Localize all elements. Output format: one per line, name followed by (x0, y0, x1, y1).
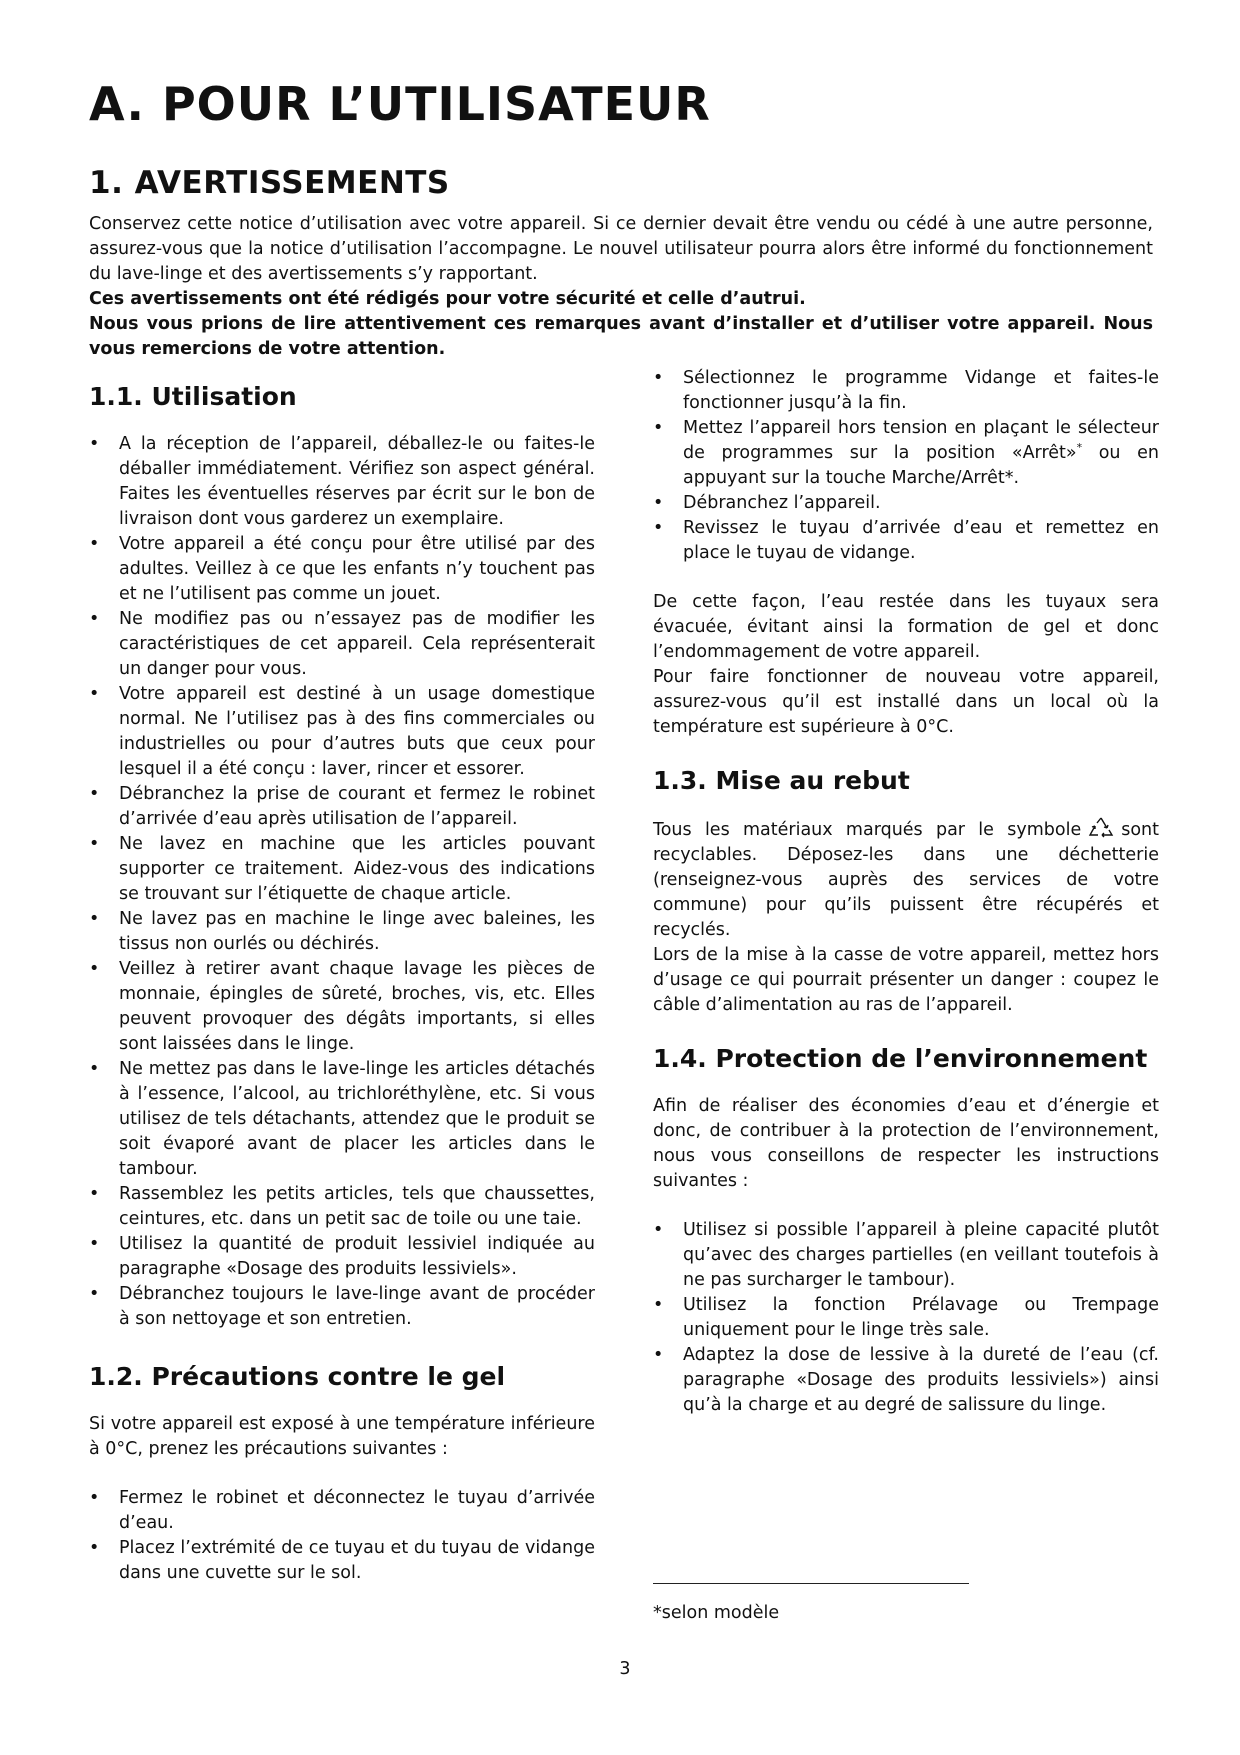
right-column (653, 366, 1159, 1418)
page-title: A. POUR L’UTILISATEUR (89, 77, 711, 131)
gel-list-right (653, 366, 1159, 566)
list-item: • Votre appareil est destiné à un usage domestique normal. Ne l’utilisez pas à des fins commerciales ou industrielles ou pour d’autres buts que ceux pour lesquel il a été conçu : laver, rincer et essorer. (89, 682, 595, 782)
footnote: *selon modèle (653, 1603, 780, 1623)
heading-rebut: 1.3. Mise au rebut (653, 766, 910, 795)
list-item: • Votre appareil a été conçu pour être utilisé par des adultes. Veillez à ce que les enfants n’y touchent pas et ne l’utilisent pas comme un jouet. (89, 532, 595, 607)
intro-text: Conservez cette notice d’utilisation avec votre appareil. Si ce dernier devait être vendu ou cédé à une autre personne, assurez-vous que la notice d’utilisation l’accompagne. Le nouvel utilisateur pourra alors être informé du fonctionnement du lave-linge et des avertissements s’y rapportant. (89, 214, 1153, 284)
list-item: • Utilisez la fonction Prélavage ou Trempage uniquement pour le linge très sale. (653, 1293, 1159, 1343)
list-item: • Veillez à retirer avant chaque lavage les pièces de monnaie, épingles de sûreté, broches, vis, etc. Elles peuvent provoquer des dégâts importants, si elles sont laissées dans le linge. (89, 957, 595, 1057)
rebut-para-2: Lors de la mise à la casse de votre appareil, mettez hors d’usage ce qui pourrait présenter un danger : coupez le câble d’alimentation au ras de l’appareil. (653, 945, 1159, 1015)
list-item: • Utilisez la quantité de produit lessiviel indiquée au paragraphe «Dosage des produits lessiviels». (89, 1232, 595, 1282)
list-item: • Ne lavez en machine que les articles pouvant supporter ce traitement. Aidez-vous des indications se trouvant sur l’étiquette de chaque article. (89, 832, 595, 907)
gel-intro: Si votre appareil est exposé à une température inférieure à 0°C, prenez les précautions suivantes : (89, 1414, 595, 1459)
environnement-list (653, 1218, 1159, 1418)
list-item-text: Mettez l’appareil hors tension en plaçant le sélecteur de programmes sur la position «Arrêt» (683, 418, 1159, 463)
environnement-intro: Afin de réaliser des économies d’eau et d’énergie et donc, de contribuer à la protection de l’environnement, nous vous conseillons de respecter les instructions suivantes : (653, 1096, 1159, 1191)
list-item-text: ou en appuyant sur la touche Marche/Arrêt*. (683, 443, 1159, 488)
list-item: • Sélectionnez le programme Vidange et faites-le fonctionner jusqu’à la fin. (653, 366, 1159, 416)
list-item: • Revissez le tuyau d’arrivée d’eau et remettez en place le tuyau de vidange. (653, 516, 1159, 566)
list-item: • Rassemblez les petits articles, tels que chaussettes, ceintures, etc. dans un petit sac de toile ou une taie. (89, 1182, 595, 1232)
list-item: • Débranchez la prise de courant et fermez le robinet d’arrivée d’eau après utilisation de l’appareil. (89, 782, 595, 832)
footnote-mark: * (1076, 441, 1083, 455)
list-item: • Débranchez toujours le lave-linge avant de procéder à son nettoyage et son entretien. (89, 1282, 595, 1332)
rebut-para-1 (653, 816, 1159, 943)
intro-bold-2: Nous vous prions de lire attentivement ces remarques avant d’installer et d’utiliser votre appareil. Nous vous remercions de votre attention. (89, 314, 1153, 359)
list-item: • Placez l’extrémité de ce tuyau et du tuyau de vidange dans une cuvette sur le sol. (89, 1536, 595, 1586)
page-number: 3 (619, 1659, 631, 1679)
gel-para-1: De cette façon, l’eau restée dans les tuyaux sera évacuée, évitant ainsi la formation de gel et donc l’endommagement de votre appareil. (653, 592, 1159, 662)
intro-bold-1: Ces avertissements ont été rédigés pour votre sécurité et celle d’autrui. (89, 289, 806, 309)
list-item: • Utilisez si possible l’appareil à pleine capacité plutôt qu’avec des charges partielles (en veillant toutefois à ne pas surcharger le tambour). (653, 1218, 1159, 1293)
list-item: • Ne modifiez pas ou n’essayez pas de modifier les caractéristiques de cet appareil. Cela représenterait un danger pour vous. (89, 607, 595, 682)
list-item: • Adaptez la dose de lessive à la dureté de l’eau (cf. paragraphe «Dosage des produits lessiviels») ainsi qu’à la charge et au degré de salissure du linge. (653, 1343, 1159, 1418)
intro-block (89, 212, 1153, 362)
gel-para-2: Pour faire fonctionner de nouveau votre appareil, assurez-vous qu’il est installé dans un local où la température est supérieure à 0°C. (653, 667, 1159, 737)
list-item: • Débranchez l’appareil. (653, 491, 1159, 516)
rebut-text-b: sont recyclables. Déposez-les dans une déchetterie (renseignez-vous auprès des services de votre commune) pour qu’ils puissent être récupérés et recyclés. (653, 820, 1159, 940)
recycle-icon (1087, 816, 1115, 838)
list-item: • Ne lavez pas en machine le linge avec baleines, les tissus non ourlés ou déchirés. (89, 907, 595, 957)
section-title: 1. AVERTISSEMENTS (89, 165, 450, 201)
heading-utilisation: 1.1. Utilisation (89, 382, 297, 411)
list-item: • Fermez le robinet et déconnectez le tuyau d’arrivée d’eau. (89, 1486, 595, 1536)
heading-environnement: 1.4. Protection de l’environnement (653, 1044, 1148, 1073)
list-item: • A la réception de l’appareil, déballez-le ou faites-le déballer immédiatement. Vérifiez son aspect général. Faites les éventuelles réserves par écrit sur le bon de livraison dont vous garderez un exemplaire. (89, 432, 595, 532)
utilisation-list (89, 432, 595, 1332)
rebut-text-a: Tous les matériaux marqués par le symbole (653, 820, 1082, 840)
gel-list-left (89, 1486, 595, 1586)
list-item: • Ne mettez pas dans le lave-linge les articles détachés à l’essence, l’alcool, au trichloréthylène, etc. Si vous utilisez de tels détachants, attendez que le produit se soit évaporé avant de placer les articles dans le tambour. (89, 1057, 595, 1182)
list-item (653, 416, 1159, 491)
left-column (89, 380, 595, 1586)
heading-gel: 1.2. Précautions contre le gel (89, 1362, 506, 1391)
footnote-divider (653, 1583, 969, 1584)
